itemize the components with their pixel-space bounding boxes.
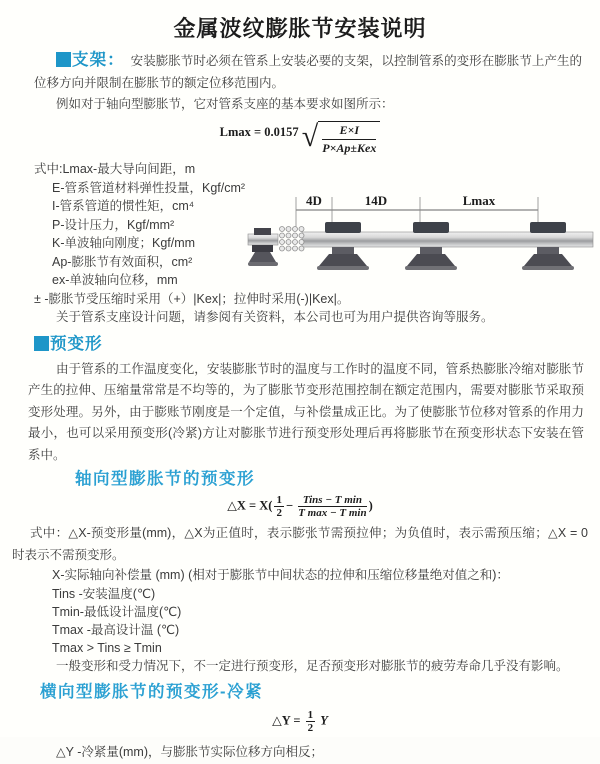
half-denominator: 2 [307,722,314,735]
where-label: 式中:Lmax-最大导向间距，m [34,162,196,177]
bellows-icon [280,227,305,252]
inlet-pipe [248,234,278,245]
variable-definition: ex-单波轴向位移，mm [52,273,178,288]
temp-inequality: Tmax > Tins ≥ Tmin [52,641,162,656]
one-half-fraction [274,494,284,519]
blue-square-bullet-icon [34,336,49,351]
lateral-formula [0,709,600,734]
predeform-heading-line [34,333,582,357]
axial-note: 一般变形和受力情况下，不一定进行预变形，足否预变形对膨胀节的疲劳寿命几乎没有影响。 [56,659,569,674]
square-root-icon: √ [301,119,319,153]
lateral-explain-line: △Y -冷紧量(mm)，与膨胀节实际位移方向相反； [56,745,324,760]
variable-definition: E-管系管道材料弹性投量，Kgf/cm² [52,180,246,195]
temperature-fraction [298,494,366,519]
lmax-formula-lhs: Lmax = 0.0157 [219,124,299,139]
lmax-formula-fraction [318,121,380,156]
pipe-support-diagram [248,192,593,280]
lateral-subsection-heading: 横向型膨胀节的预变形-冷紧 [40,683,263,702]
axial-formula-lhs: △X = X( [227,498,273,513]
variable-definition: Ap-膨胀节有效面积，cm² [52,254,193,269]
anchor-support [248,228,278,266]
temperature-fraction-numerator: Tins − T min [298,494,366,507]
support-section-heading: 支架： [72,51,125,69]
support-example-line: 例如对于轴向型膨胀节，它对管系支座的基本要求如图所示： [56,97,394,111]
support-intro-paragraph [34,50,582,94]
lmax-formula-denominator: P×Ap±Kex [322,141,377,156]
dim-label-4d: 4D [306,193,322,208]
variable-definition: P-设计压力，Kgf/mm² [52,217,175,232]
lateral-formula-rhs: Y [320,713,328,728]
lmax-formula [0,120,600,157]
variable-definition: I-管系管道的惯性矩，cm⁴ [52,199,195,214]
lmax-formula-numerator: E×I [322,123,376,140]
axial-subsection-heading: 轴向型膨胀节的预变形 [75,470,255,489]
predeform-section-heading: 预变形 [50,334,103,353]
predeform-paragraph: 由于管系的工作温度变化，安装膨胀节时的温度与工作时的温度不同，管系热膨胀冷缩对膨胀节产生的拉伸、压缩量常常是不均等的，为了膨胀节变形范围控制在额定范围内，需要对膨胀节采取预变形处理。另外，由于膨账节刚度是一个定值，与补偿量成正比。为了使膨胀节位移对管系的作用力最小，也可以采用预变形(冷紧)方让对膨胀节进行预变形处理后再将膨胀节在预变形状态下安装在管系中。 [28,361,584,462]
document-title: 金属波纹膨胀节安装说明 [173,16,427,41]
dim-label-14d: 14D [364,193,388,208]
main-pipe [302,232,593,247]
temp-definition: Tmax -最高设计温 (℃) [52,623,180,638]
temperature-fraction-denominator: T max − T min [298,507,367,520]
dim-label-lmax: Lmax [462,193,496,208]
lateral-formula-lhs: △Y = [272,713,301,728]
plus-minus-note: ± -膨胀节受压缩时采用（+）|Kex|；拉伸时采用(-)|Kex|。 [34,291,350,306]
variable-definition: K-单波轴向刚度；Kgf/mm [52,236,196,251]
support-intro-text: 安装膨胀节时必须在管系上安装必要的支架，以控制管系的变形在膨胀节上产生的位移方向并限制在膨胀节的额定位移范围内。 [34,54,582,90]
x-definition: X-实际轴向补偿量 (mm) (相对于膨胀节中间状态的拉伸和压缩位移量绝对值之和)： [52,568,509,583]
axial-explain-paragraph: 式中：△X-预变形量(mm)，△X为正值时，表示膨张节需预拉伸；为负值时，表示需预压缩；△X = 0时表示不需预变形。 [12,526,588,562]
minus-sign: − [285,498,294,513]
half-numerator: 1 [276,494,282,507]
half-denominator: 2 [276,507,282,520]
blue-square-bullet-icon [56,52,71,67]
one-half-fraction [306,709,316,734]
temp-definition: Tmin-最低设计温度(℃) [52,605,182,620]
temp-definition: Tins -安装温度(℃) [52,587,156,602]
pipe-support-diagram-svg [248,192,593,280]
axial-formula [0,494,600,519]
service-note: 关于管系支座设计问题，请参阅有关资料，本公司也可为用户提供咨询等服务。 [56,310,494,325]
axial-formula-rhs: ) [368,498,373,513]
half-numerator: 1 [307,709,314,722]
